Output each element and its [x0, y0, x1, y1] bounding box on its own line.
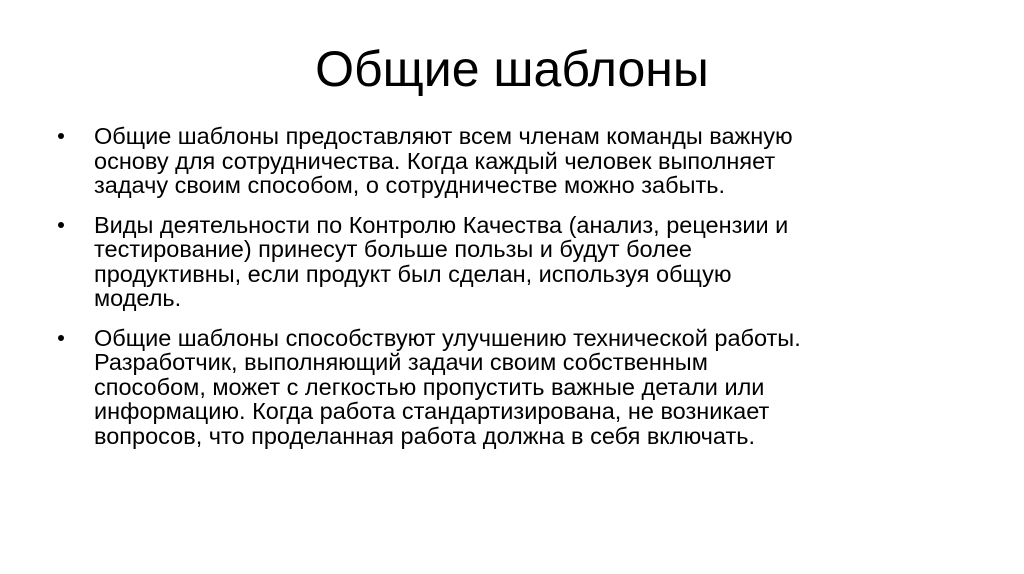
slide-title: Общие шаблоны	[315, 41, 709, 97]
bullet-item	[0, 213, 1024, 311]
bullet-line: Общие шаблоны предоставляют всем членам команды важную	[94, 123, 793, 149]
bullet-line: продуктивны, если продукт был сделан, используя общую	[94, 260, 732, 287]
bullet-list	[0, 124, 1024, 463]
bullet-line: способом, может с легкостью пропустить важные детали или	[94, 373, 765, 400]
bullet-item	[0, 326, 1024, 449]
bullet-line: основу для сотрудничества. Когда каждый человек выполняет	[94, 147, 776, 174]
bullet-line: Виды деятельности по Контролю Качества (анализ, рецензии и	[94, 211, 789, 238]
bullet-dot-icon	[58, 222, 64, 228]
bullet-line: информацию. Когда работа стандартизирована, не возникает	[94, 398, 770, 424]
bullet-line: вопросов, что проделанная работа должна в себя включать.	[94, 422, 756, 449]
bullet-line: задачу своим способом, о сотрудничестве можно забыть.	[94, 172, 726, 198]
bullet-item	[0, 124, 1024, 198]
bullet-line: тестирование) принесут больше пользы и будут более	[94, 236, 692, 262]
bullet-line: Общие шаблоны способствуют улучшению технической работы.	[94, 324, 801, 351]
bullet-line: модель.	[94, 285, 182, 311]
bullet-dot-icon	[58, 133, 64, 139]
bullet-line: Разработчик, выполняющий задачи своим собственным	[94, 349, 708, 375]
bullet-dot-icon	[58, 335, 64, 341]
